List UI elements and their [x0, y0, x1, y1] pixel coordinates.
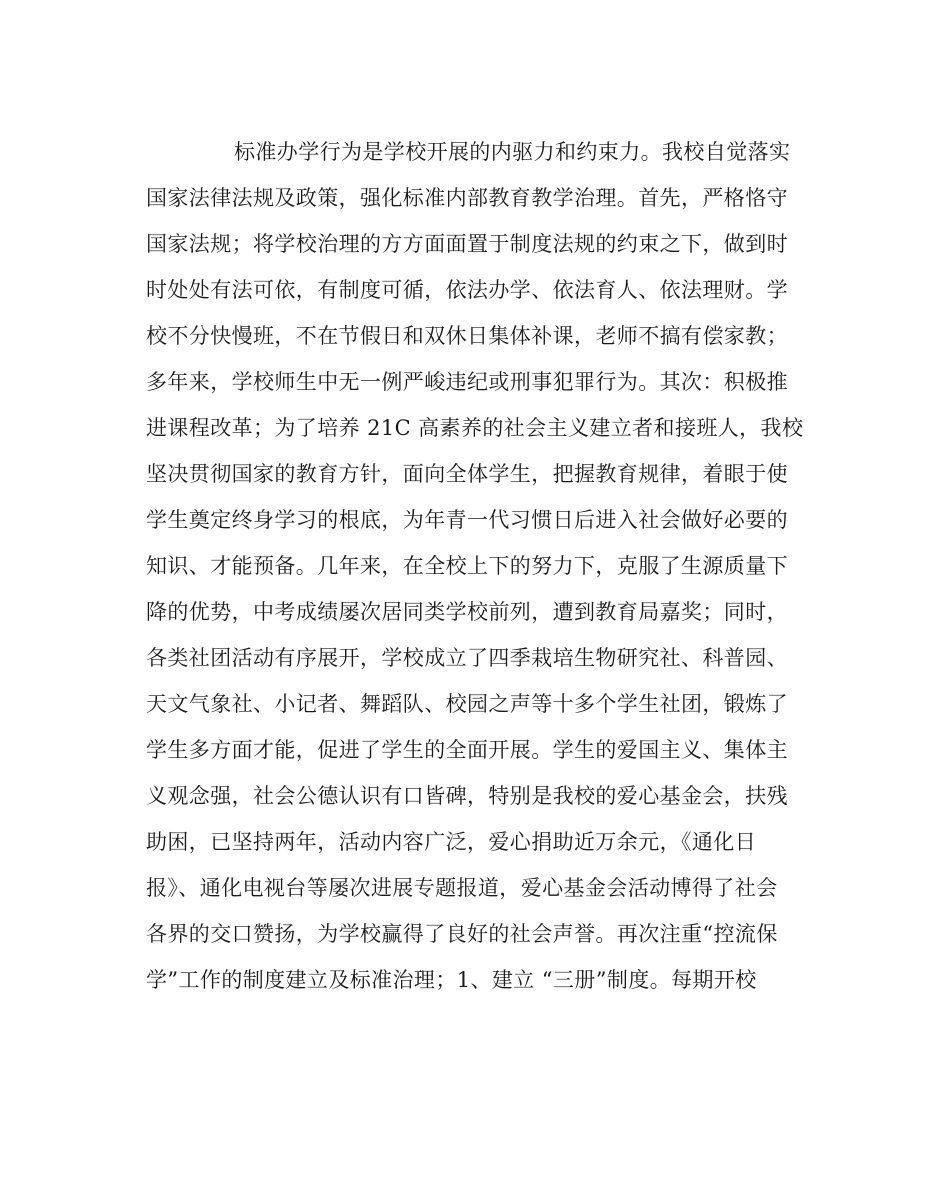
- text-line-9: 学生奠定终身学习的根底，为年青一代习惯日后进入社会做好必要的: [146, 508, 788, 532]
- text-line-18: 各界的交口赞扬，为学校赢得了良好的社会声誉。再次注重“控流保: [146, 922, 778, 946]
- text-line-16: 助困，已坚持两年，活动内容广泛，爱心捐助近万余元，《通化日: [146, 830, 757, 854]
- body-paragraph: [146, 129, 806, 1003]
- text-line-11: 降的优势，中考成绩屡次居同类学校前列，遭到教育局嘉奖；同时，: [146, 600, 788, 624]
- text-line-10: 知识、才能预备。几年来，在全校上下的努力下，克服了生源质量下: [146, 554, 788, 578]
- text-line-17: 报》、通化电视台等屡次进展专题报道，爱心基金会活动博得了社会: [146, 876, 778, 900]
- text-line-3: 国家法规；将学校治理的方方面面置于制度法规的约束之下，做到时: [146, 232, 788, 256]
- text-line-12: 各类社团活动有序展开，学校成立了四季栽培生物研究社、科普园、: [146, 646, 788, 670]
- text-line-13: 天文气象社、小记者、舞蹈队、校园之声等十多个学生社团，锻炼了: [146, 692, 788, 716]
- text-line-6: 多年来，学校师生中无一例严峻违纪或刑事犯罪行为。其次：积极推: [146, 370, 788, 394]
- text-line-14: 学生多方面才能，促进了学生的全面开展。学生的爱国主义、集体主: [146, 738, 788, 762]
- text-line-19: 学”工作的制度建立及标准治理；1、建立 “三册”制度。每期开校: [146, 968, 757, 992]
- text-line-5: 校不分快慢班，不在节假日和双休日集体补课，老师不搞有偿家教；: [146, 324, 788, 348]
- text-line-1: 标准办学行为是学校开展的内驱力和约束力。我校自觉落实: [234, 140, 791, 164]
- text-line-4: 时处处有法可依，有制度可循，依法办学、依法育人、依法理财。学: [146, 278, 788, 302]
- text-line-15: 义观念强，社会公德认识有口皆碑，特别是我校的爱心基金会，扶残: [146, 784, 788, 808]
- text-line-2: 国家法律法规及政策，强化标准内部教育教学治理。首先，严格恪守: [146, 186, 788, 210]
- text-line-7: 进课程改革；为了培养 21C 高素养的社会主义建立者和接班人，我校: [146, 416, 804, 440]
- text-line-8: 坚决贯彻国家的教育方针，面向全体学生，把握教育规律，着眼于使: [146, 462, 788, 486]
